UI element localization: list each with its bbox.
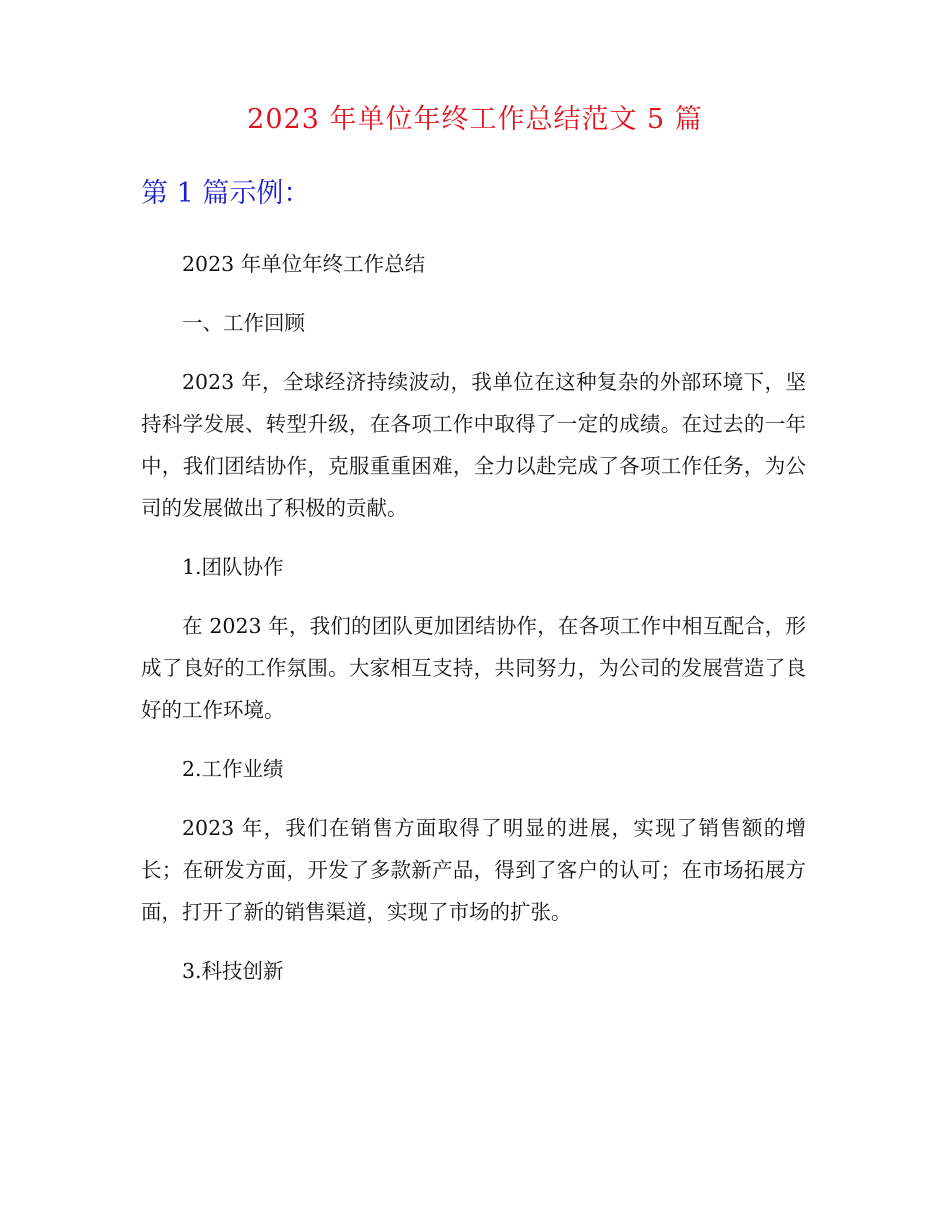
heading-performance: 2.工作业绩 — [182, 757, 284, 781]
paragraph-teamwork: 在 2023 年，我们的团队更加团结协作，在各项工作中相互配合，形成了良好的工作氛围。大家相互支持，共同努力，为公司的发展营造了良好的工作环境。 — [141, 614, 806, 722]
document-body — [141, 243, 806, 1009]
paragraph-overview: 2023 年，全球经济持续波动，我单位在这种复杂的外部环境下，坚持科学发展、转型升级，在各项工作中取得了一定的成绩。在过去的一年中，我们团结协作，克服重重困难，全力以赴完成了各项工作任务，为公司的发展做出了积极的贡献。 — [141, 370, 806, 520]
heading-teamwork: 1.团队协作 — [182, 555, 284, 579]
paragraph-performance: 2023 年，我们在销售方面取得了明显的进展，实现了销售额的增长；在研发方面，开发了多款新产品，得到了客户的认可；在市场拓展方面，打开了新的销售渠道，实现了市场的扩张。 — [141, 816, 806, 924]
section-heading: 第 1 篇示例： — [141, 178, 311, 209]
heading-work-review: 一、工作回顾 — [182, 311, 305, 335]
heading-innovation: 3.科技创新 — [182, 959, 284, 983]
document-title: 2023 年单位年终工作总结范文 5 篇 — [247, 104, 703, 135]
summary-subtitle: 2023 年单位年终工作总结 — [182, 252, 426, 276]
